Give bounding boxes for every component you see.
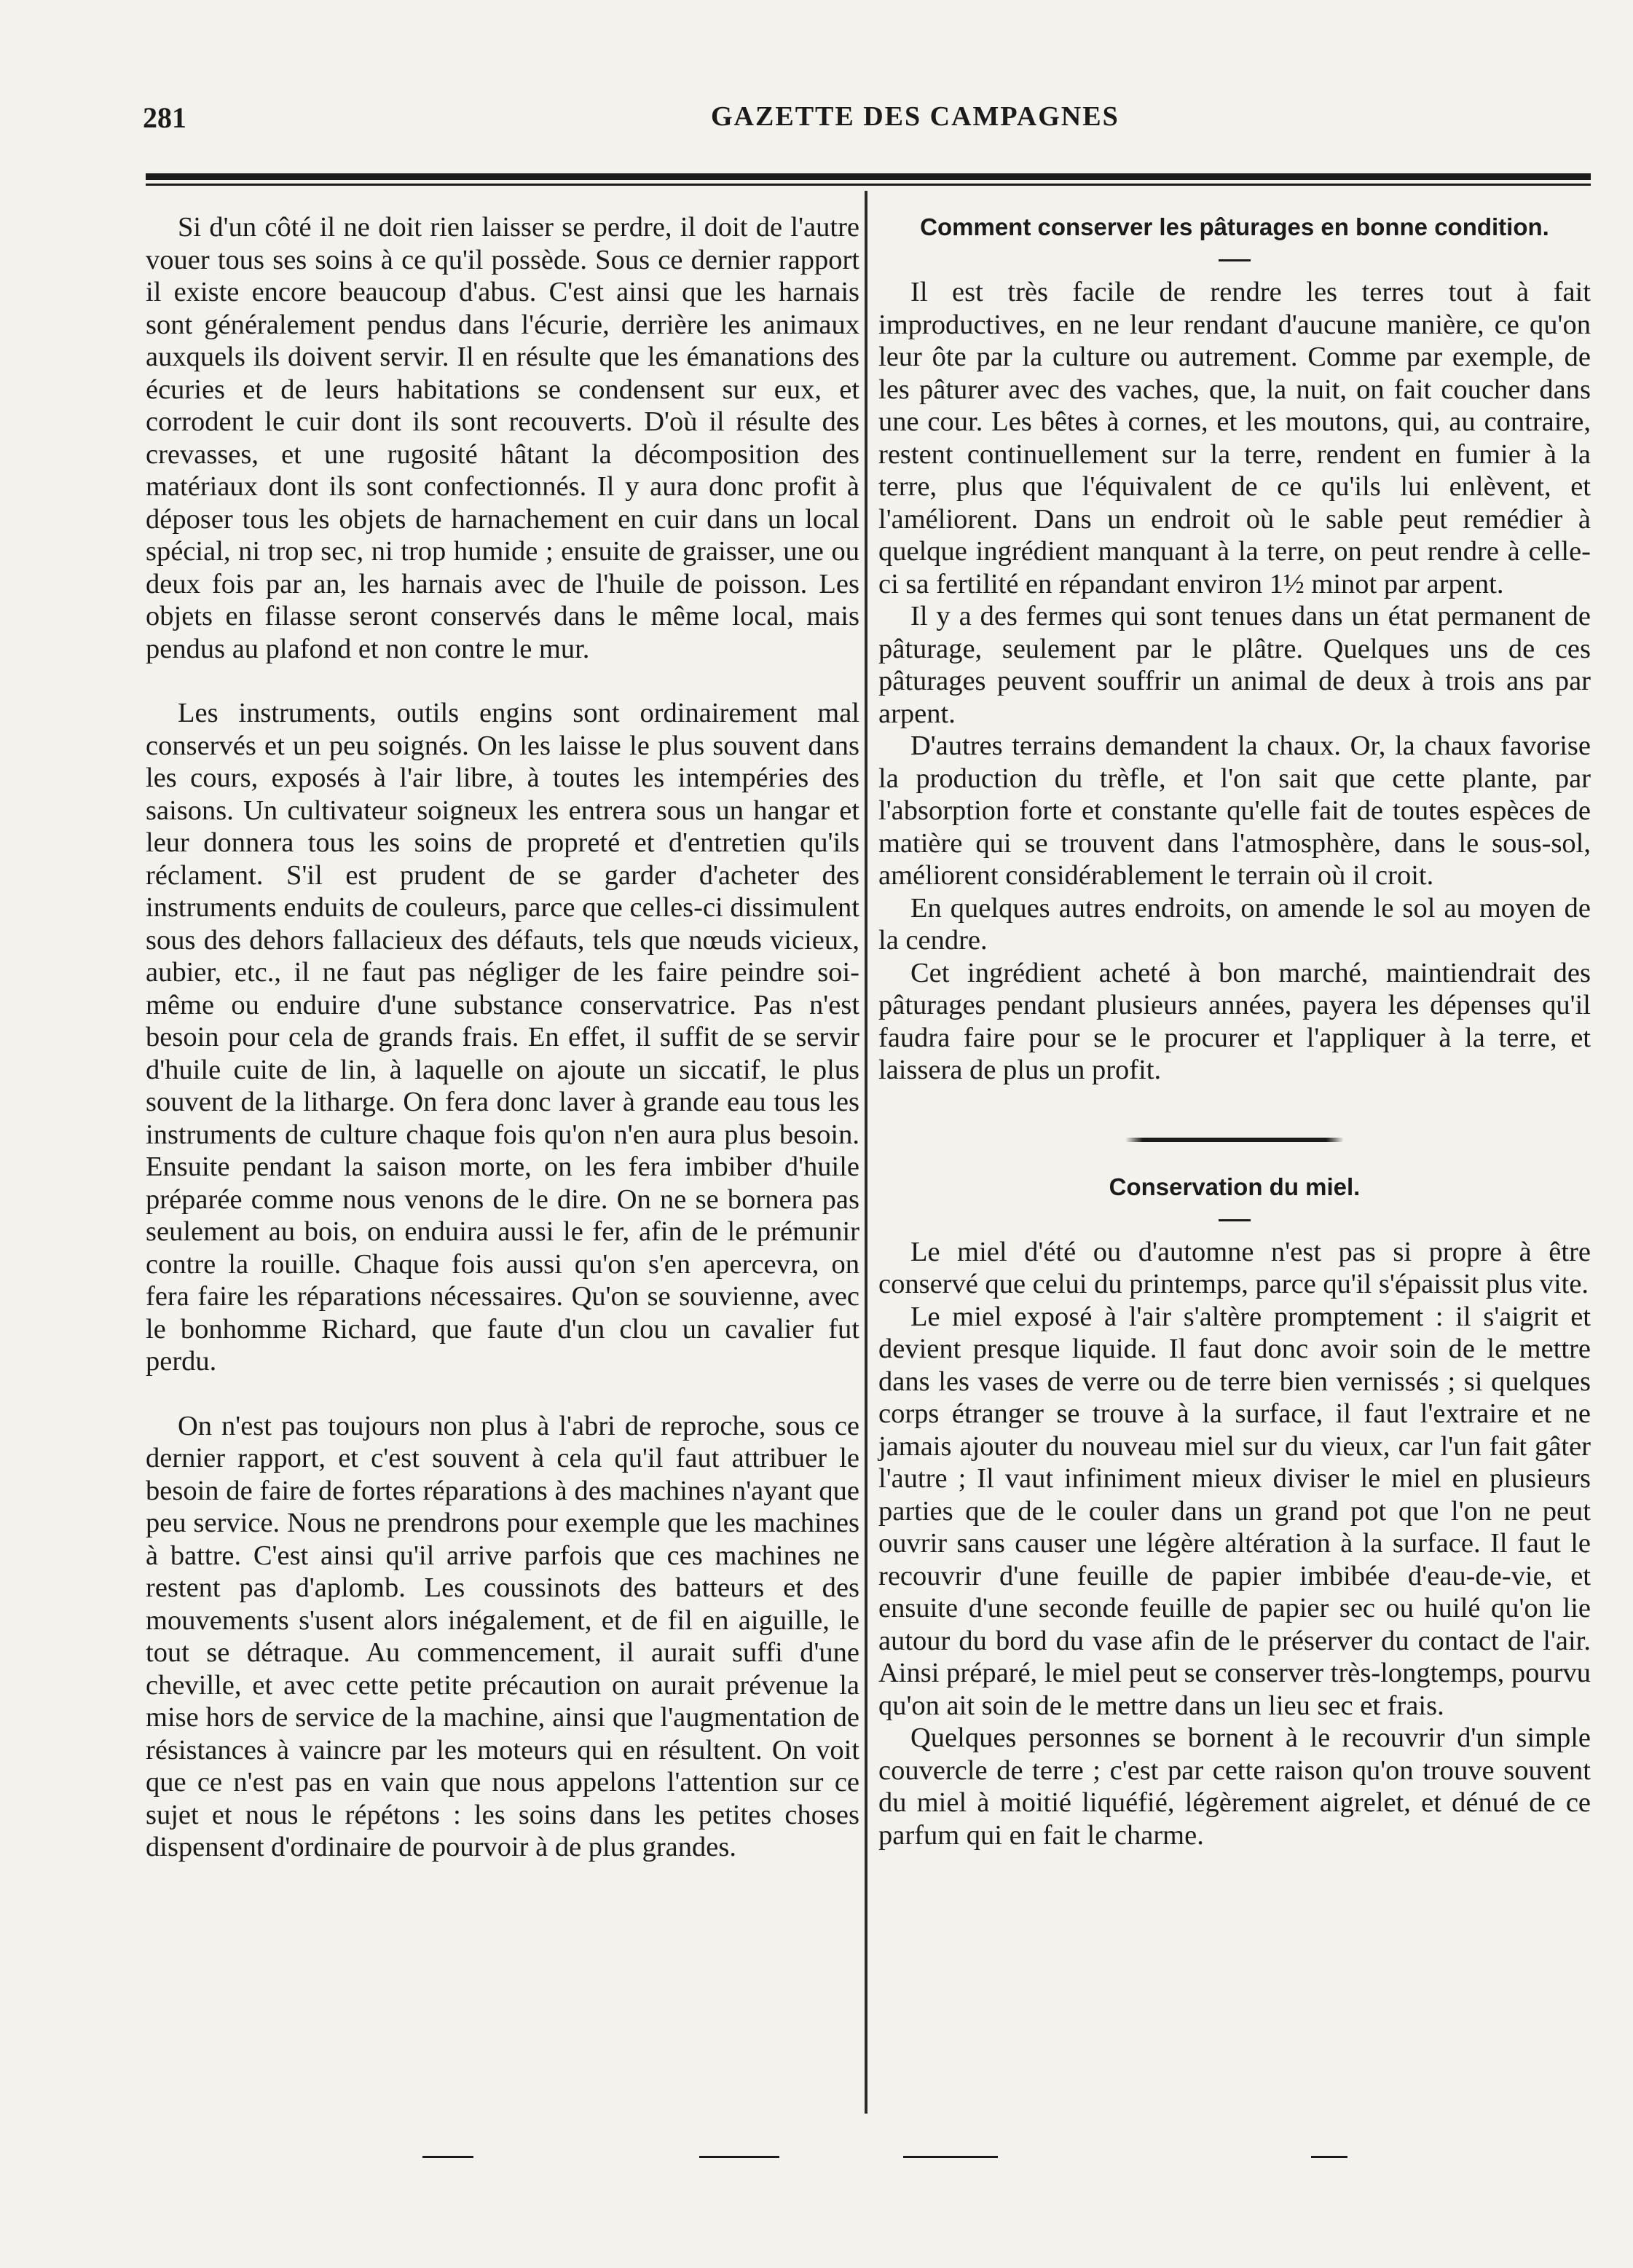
column-divider (865, 191, 867, 2114)
page-header (143, 101, 1592, 144)
footer-dash (422, 2156, 473, 2158)
paturages-paragraph-2: Il y a des fermes qui sont tenues dans un état permanent de pâturage, seulement par le plâtre. Quelques uns de ces pâturages peuvent souffrir un animal de deux à trois ans par arpent. (878, 601, 1591, 729)
page-number: 281 (143, 101, 186, 134)
left-paragraph-harnais: Si d'un côté il ne doit rien laisser se perdre, il doit de l'autre vouer tous ses soins à ce qu'il possède. Sous ce dernier rapport il existe encore beaucoup d'abus. C'est ainsi que les harnais sont généralement pendus dans l'écurie, derrière les animaux auxquels ils doivent servir. Il en résulte que les émanations des écuries et de leurs habitations se condensent sur eux, et corrodent le cuir dont ils sont recouverts. D'où il résulte des crevasses, et une rugosité hâtant la décomposition des matériaux dont ils sont confectionnés. Il y aura donc profit à déposer tous les objets de harnachement en cuir dans un local spécial, ni trop sec, ni trop humide ; ensuite de graisser, une ou deux fois par an, les harnais avec de l'huile de poisson. Les objets en filasse seront conservés dans le même local, mais pendus au plafond et non contre le mur. (146, 212, 859, 664)
section-separator-ornament (1125, 1138, 1344, 1142)
footer-dash (903, 2156, 998, 2158)
miel-paragraph-3: Quelques personnes se bornent à le recouvrir d'un simple couvercle de terre ; c'est par cette raison qu'on trouve souvent du miel à moitié liquéfié, légèrement aigrelet, et dénué de ce parfum qui en fait le charme. (878, 1722, 1591, 1851)
title-dash (1219, 259, 1251, 261)
paturages-paragraph-3: D'autres terrains demandent la chaux. Or, la chaux favorise la production du trèfle, et l'on sait que cette plante, par l'absorption forte et constante qu'elle fait de toutes espèces de matière qui se trouvent dans l'atmosphère, dans le sous-sol, améliorent considérablement le terrain où il croit. (878, 731, 1591, 891)
left-column (146, 211, 859, 1864)
footer-dash (699, 2156, 779, 2158)
header-rule-thin (146, 184, 1591, 186)
left-paragraph-machines: On n'est pas toujours non plus à l'abri de reproche, sous ce dernier rapport, et c'est souvent à cela qu'il faut attribuer le besoin de faire de fortes réparations à des machines n'ayant que peu service. Nous ne prendrons pour exemple que les machines à battre. C'est ainsi qu'il arrive parfois que ces machines ne restent pas d'aplomb. Les coussinots des batteurs et des mouvements s'usent alors inégalement, et de fil en aiguille, le tout se détraque. Au commencement, il aurait suffi d'une cheville, et avec cette petite précaution on aurait prévenue la mise hors de service de la machine, ainsi que l'augmentation de résistances à vaincre par les moteurs qui en résultent. On voit que ce n'est pas en vain que nous appelons l'attention sur ce sujet et nous le répétons : les soins dans les petites choses dispensent d'ordinaire de pourvoir à de plus grandes. (146, 1410, 859, 1862)
header-rule-thick (146, 173, 1591, 180)
paturages-paragraph-1: Il est très facile de rendre les terres tout à fait improductives, en ne leur rendant d'aucune manière, ce qu'on leur ôte par la culture ou autrement. Comme par exemple, de les pâturer avec des vaches, que, la nuit, on fait coucher dans une cour. Les bêtes à cornes, et les moutons, qui, au contraire, restent continuellement sur la terre, rendent en fumier à la terre, plus que l'équivalent de ce qu'ils lui enlèvent, et l'améliorent. Dans un endroit où le sable peut remédier à quelque ingrédient manquant à la terre, on peut rendre à celle-ci sa fertilité en répandant environ 1½ minot par arpent. (878, 277, 1591, 599)
title-dash (1219, 1219, 1251, 1221)
footer-dash (1311, 2156, 1347, 2158)
miel-paragraph-1: Le miel d'été ou d'automne n'est pas si propre à être conservé que celui du printemps, parce qu'il s'épaissit plus vite. (878, 1236, 1591, 1299)
right-column (878, 211, 1591, 1851)
left-paragraph-instruments: Les instruments, outils engins sont ordinairement mal conservés et un peu soignés. On les laisse le plus souvent dans les cours, exposés à l'air libre, à toutes les intempéries des saisons. Un cultivateur soigneux les entrera sous un hangar et leur donnera tous les soins de propreté et d'entretien qu'ils réclament. S'il est prudent de se garder d'acheter des instruments enduits de couleurs, parce que celles-ci dissimulent sous des dehors fallacieux des défauts, tels que nœuds vicieux, aubier, etc., il ne faut pas négliger de les faire peindre soi-même ou enduire d'une substance conservatrice. Pas n'est besoin pour cela de grands frais. En effet, il suffit de se servir d'huile cuite de lin, à laquelle on ajoute un siccatif, le plus souvent de la litharge. On fera donc laver à grande eau tous les instruments de culture chaque fois qu'on n'en aura plus besoin. Ensuite pendant la saison morte, on les fera imbiber d'huile préparée comme nous venons de le dire. On ne se bornera pas seulement au bois, on enduira aussi le fer, afin de le prémunir contre la rouille. Chaque fois aussi qu'on s'en apercevra, on fera faire les réparations nécessaires. Qu'on se souvienne, avec le bonhomme Richard, que faute d'un clou un cavalier fut perdu. (146, 698, 859, 1377)
section-title-paturages: Comment conserver les pâturages en bonne condition. (920, 213, 1549, 240)
section-title-miel: Conservation du miel. (1109, 1173, 1361, 1200)
paturages-paragraph-5: Cet ingrédient acheté à bon marché, maintiendrait des pâturages pendant plusieurs années, payera les dépenses qu'il faudra faire pour se le procurer et l'appliquer à la terre, et laissera de plus un profit. (878, 957, 1591, 1085)
miel-paragraph-2: Le miel exposé à l'air s'altère promptement : il s'aigrit et devient presque liquide. Il faut donc avoir soin de le mettre dans les vases de verre ou de terre bien vernissés ; si quelques corps étranger se trouve à la surface, il faut l'extraire et ne jamais ajouter du nouveau miel sur du vieux, car l'un fait gâter l'autre ; Il vaut infiniment mieux diviser le miel en plusieurs parties que de le couler dans un grand pot que l'on ne peut ouvrir sans causer une légère altération à la surface. Il faut le recouvrir d'une feuille de papier imbibée d'eau-de-vie, et ensuite d'une seconde feuille de papier sec ou huilé qu'on lie autour du bord du vase afin de le préserver du contact de l'air. Ainsi préparé, le miel peut se conserver très-longtemps, pourvu qu'on ait soin de le mettre dans un lieu sec et frais. (878, 1301, 1591, 1721)
paturages-paragraph-4: En quelques autres endroits, on amende le sol au moyen de la cendre. (878, 892, 1591, 956)
running-title: GAZETTE DES CAMPAGNES (711, 101, 1120, 132)
